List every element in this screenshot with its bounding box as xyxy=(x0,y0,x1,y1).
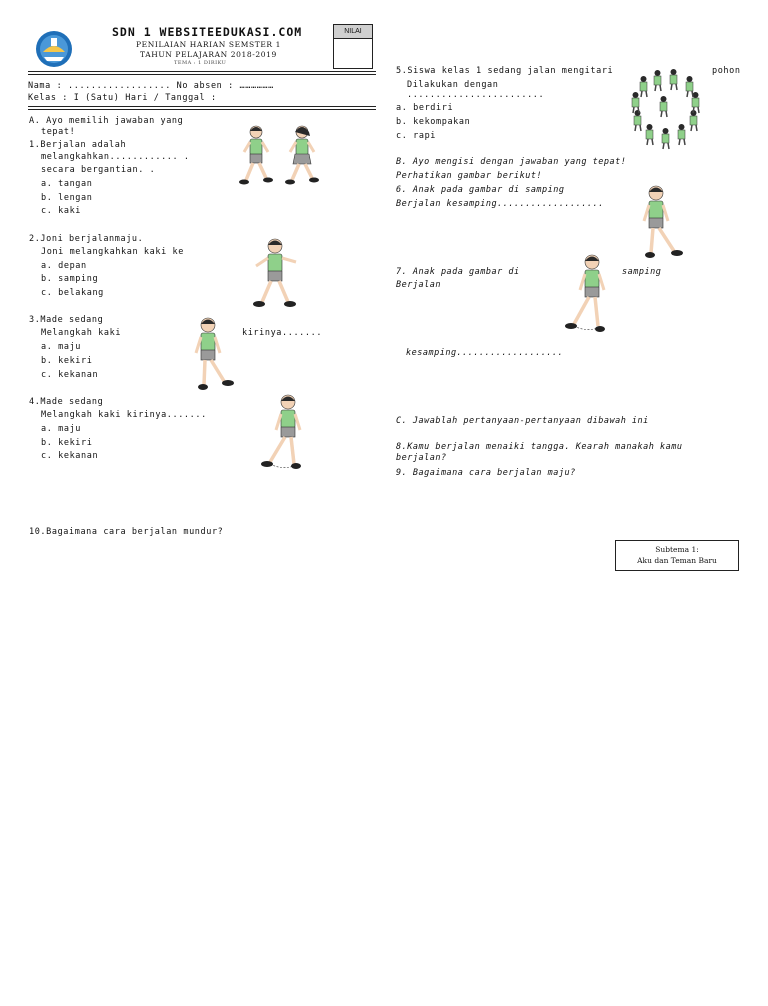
subtheme-box xyxy=(615,540,739,571)
walking-children-illustration xyxy=(236,122,326,190)
score-box[interactable] xyxy=(333,24,373,69)
option-b[interactable]: b. kekiri xyxy=(41,438,93,448)
question-2-line: Joni melangkahkan kaki ke xyxy=(41,247,184,257)
school-year: TAHUN PELAJARAN 2018-2019 xyxy=(140,50,277,59)
option-a[interactable]: a. depan xyxy=(41,261,87,271)
question-3-line: Melangkah kaki xyxy=(41,328,122,338)
option-c[interactable]: c. rapi xyxy=(396,131,437,141)
question-9: 9. Bagaimana cara berjalan maju? xyxy=(396,468,576,478)
school-logo xyxy=(34,30,74,68)
class-field[interactable]: Kelas : I (Satu) Hari / Tanggal : xyxy=(28,93,217,103)
divider xyxy=(28,74,376,75)
option-a[interactable]: a. berdiri xyxy=(396,103,454,113)
question-5-line: Dilakukan dengan xyxy=(407,80,499,90)
option-a[interactable]: a. maju xyxy=(41,342,82,352)
option-a[interactable]: a. maju xyxy=(41,424,82,434)
question-5-line-end: pohon xyxy=(712,66,741,76)
divider xyxy=(28,106,376,107)
boy-stepping-illustration xyxy=(188,315,236,395)
question-1-line: secara bergantian. . xyxy=(41,165,156,175)
school-name: SDN 1 WEBSITEEDUKASI.COM xyxy=(112,25,303,39)
subtheme-title: Aku dan Teman Baru xyxy=(637,556,717,565)
question-4: 4.Made sedang xyxy=(29,397,104,407)
option-b[interactable]: b. lengan xyxy=(41,193,93,203)
question-8: 8.Kamu berjalan menaiki tangga. Kearah manakah kamu xyxy=(396,442,683,452)
question-2: 2.Joni berjalanmaju. xyxy=(29,234,144,244)
answer-blank[interactable]: ........................ xyxy=(407,90,545,100)
boy-walking-forward-illustration xyxy=(250,236,302,312)
section-a-title-2: tepat! xyxy=(41,127,76,137)
section-c-title: C. Jawablah pertanyaan-pertanyaan dibawah ini xyxy=(396,416,649,426)
theme-label: TEMA : 1 DIRIKU xyxy=(174,60,227,66)
question-6: 6. Anak pada gambar di samping xyxy=(396,185,565,195)
students-circle-illustration xyxy=(630,72,704,156)
option-c[interactable]: c. kaki xyxy=(41,206,82,216)
option-c[interactable]: c. belakang xyxy=(41,288,104,298)
boy-sidestep-left-illustration xyxy=(564,252,616,336)
question-10: 10.Bagaimana cara berjalan mundur? xyxy=(29,527,224,537)
question-1: 1.Berjalan adalah xyxy=(29,140,127,150)
question-3: 3.Made sedang xyxy=(29,315,104,325)
question-7: 7. Anak pada gambar di xyxy=(396,267,520,277)
question-4-line: Melangkah kaki kirinya....... xyxy=(41,410,207,420)
question-1-line: melangkahkan............ . xyxy=(41,152,190,162)
subtheme-number: Subtema 1: xyxy=(655,545,699,554)
name-field[interactable]: Nama : .................. No absen : ……………… xyxy=(28,81,274,91)
question-6-line[interactable]: Berjalan kesamping................... xyxy=(396,199,604,209)
question-7-answer[interactable]: kesamping................... xyxy=(406,348,564,358)
option-c[interactable]: c. kekanan xyxy=(41,370,99,380)
score-label: NILAI xyxy=(334,25,372,39)
section-b-title: B. Ayo mengisi dengan jawaban yang tepat! xyxy=(396,157,627,167)
section-a-title: A. Ayo memilih jawaban yang xyxy=(29,116,184,126)
boy-sidestep-illustration xyxy=(636,183,686,263)
option-b[interactable]: b. kekiri xyxy=(41,356,93,366)
exam-title: PENILAIAN HARIAN SEMSTER 1 xyxy=(136,40,282,49)
boy-stepping-left-illustration xyxy=(260,392,310,474)
question-5: 5.Siswa kelas 1 sedang jalan mengitari xyxy=(396,66,614,76)
question-8-line: berjalan? xyxy=(396,453,447,463)
option-b[interactable]: b. kekompakan xyxy=(396,117,471,127)
option-c[interactable]: c. kekanan xyxy=(41,451,99,461)
section-b-subtitle: Perhatikan gambar berikut! xyxy=(396,171,543,181)
option-b[interactable]: b. samping xyxy=(41,274,99,284)
divider xyxy=(28,109,376,110)
option-a[interactable]: a. tangan xyxy=(41,179,93,189)
question-7-line-end: samping xyxy=(622,267,662,277)
divider xyxy=(28,71,376,72)
question-3-line-end: kirinya....... xyxy=(242,328,323,338)
question-7-line: Berjalan xyxy=(396,280,441,290)
